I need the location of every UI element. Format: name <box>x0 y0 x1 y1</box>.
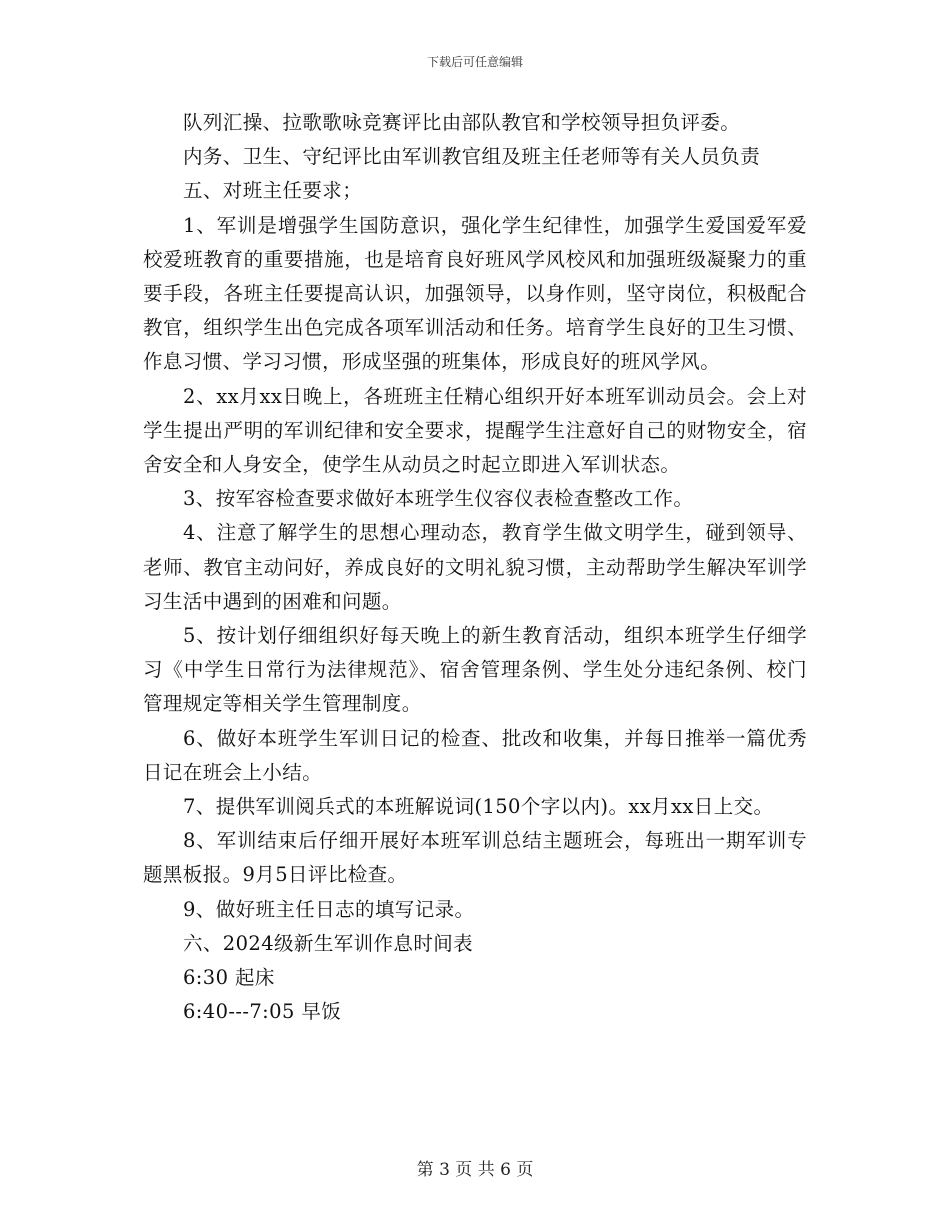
section-heading-teacher-requirements: 五、对班主任要求； <box>183 179 363 203</box>
list-item-4: 4、注意了解学生的思想心理动态，教育学生做文明学生，碰到领导、老师、教官主动问好，养成良好的文明礼貌习惯，主动帮助学生解决军训学习生活中遇到的困难和问题。 <box>143 521 807 613</box>
list-item-7: 7、提供军训阅兵式的本班解说词(150个字以内)。xx月xx日上交。 <box>183 795 774 819</box>
page-header-note: 下载后可任意编辑 <box>426 55 523 69</box>
schedule-row-wake-up: 6:30 起床 <box>183 966 275 990</box>
schedule-row-breakfast: 6:40---7:05 早饭 <box>183 1000 342 1024</box>
list-item-5: 5、按计划仔细组织好每天晚上的新生教育活动，组织本班学生仔细学习《中学生日常行为法律规范》、宿舍管理条例、学生处分违纪条例、校门管理规定等相关学生管理制度。 <box>143 624 807 716</box>
section-heading-schedule: 六、2024级新生军训作息时间表 <box>183 931 474 955</box>
paragraph-dorm-hygiene-review: 内务、卫生、守纪评比由军训教官组及班主任老师等有关人员负责 <box>183 145 761 169</box>
list-item-6: 6、做好本班学生军训日记的检查、批改和收集，并每日推举一篇优秀日记在班会上小结。 <box>143 726 807 784</box>
list-item-2: 2、xx月xx日晚上，各班班主任精心组织开好本班军训动员会。会上对学生提出严明的军训纪律和安全要求，提醒学生注意好自己的财物安全，宿舍安全和人身安全，使学生从动员之时起立即进入军训状态。 <box>143 384 807 477</box>
document-body <box>143 106 807 1029</box>
paragraph-review-judges: 队列汇操、拉歌歌咏竞赛评比由部队教官和学校领导担负评委。 <box>183 111 741 134</box>
list-item-1: 1、军训是增强学生国防意识，强化学生纪律性，加强学生爱国爱军爱校爱班教育的重要措施，也是培育良好班风学风校风和加强班级凝聚力的重要手段，各班主任要提高认识，加强领导，以身作则，坚守岗位，积极配合教官，组织学生出色完成各项军训活动和任务。培育学生良好的卫生习惯、作息习惯、学习习惯，形成坚强的班集体，形成良好的班风学风。 <box>143 213 807 374</box>
list-item-3: 3、按军容检查要求做好本班学生仪容仪表检查整改工作。 <box>183 487 694 511</box>
list-item-9: 9、做好班主任日志的填写记录。 <box>183 897 475 921</box>
list-item-8: 8、军训结束后仔细开展好本班军训总结主题班会，每班出一期军训专题黑板报。9月5日评比检查。 <box>143 829 807 887</box>
page-number-footer: 第 3 页 共 6 页 <box>416 1160 534 1180</box>
